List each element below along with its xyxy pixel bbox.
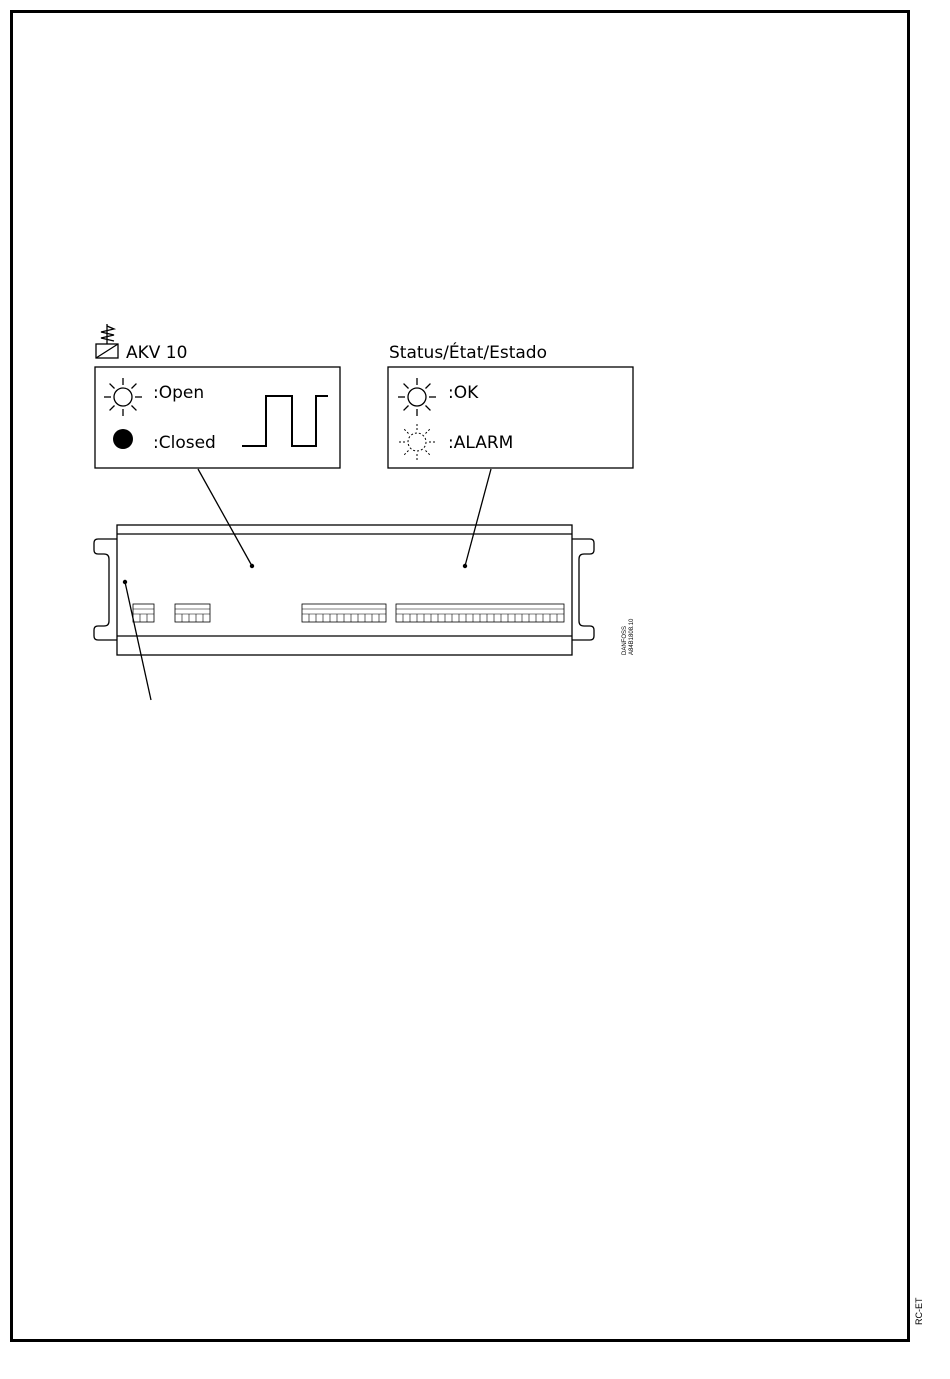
solenoid-valve-icon [96,324,118,358]
drawing-code-line1: DANFOSS [622,625,628,655]
akv-led-point [250,564,254,568]
drawing-code-line2: A84B1808.10 [629,618,635,655]
corner-code-wrap [914,1297,924,1325]
led-ray [425,405,430,410]
terminal-blocks [133,604,564,622]
terminal-block [396,604,564,622]
led-ray [404,384,409,389]
led-ray [131,384,136,389]
led-on-icon [398,378,436,416]
led-off-icon [113,429,133,449]
led-ray [404,429,409,434]
led-ray [404,405,409,410]
corner-code: RC-ET [914,1297,924,1325]
pulse-waveform-icon [242,396,328,446]
alarm-label: :ALARM [448,433,514,453]
open-label: :Open [153,383,205,403]
terminal-block [175,604,210,622]
led-ray [110,405,115,410]
leader-housing [125,582,151,700]
ok-label: :OK [448,383,479,403]
left-mount-bracket [94,539,117,640]
akv-title: AKV 10 [126,343,188,363]
drawing-code [622,618,635,655]
terminal-block [133,604,154,622]
terminal-block [302,604,386,622]
led-ray [131,405,136,410]
led-ray [425,384,430,389]
controller-housing [94,525,594,655]
akv-box [95,367,340,468]
led-flashing-icon [398,423,436,461]
closed-label: :Closed [153,433,216,453]
housing-point [123,580,127,584]
status-legend [388,341,633,468]
leader-akv-led [198,469,252,566]
akv-legend [95,324,340,468]
led-ray [425,450,430,455]
led-ray [404,450,409,455]
right-mount-bracket [572,539,594,640]
status-led-point [463,564,467,568]
led-ray [110,384,115,389]
status-title: Status/État/Estado [389,343,547,363]
led-ray [425,429,430,434]
led-on-icon [104,378,142,416]
leader-status-led [465,469,491,566]
